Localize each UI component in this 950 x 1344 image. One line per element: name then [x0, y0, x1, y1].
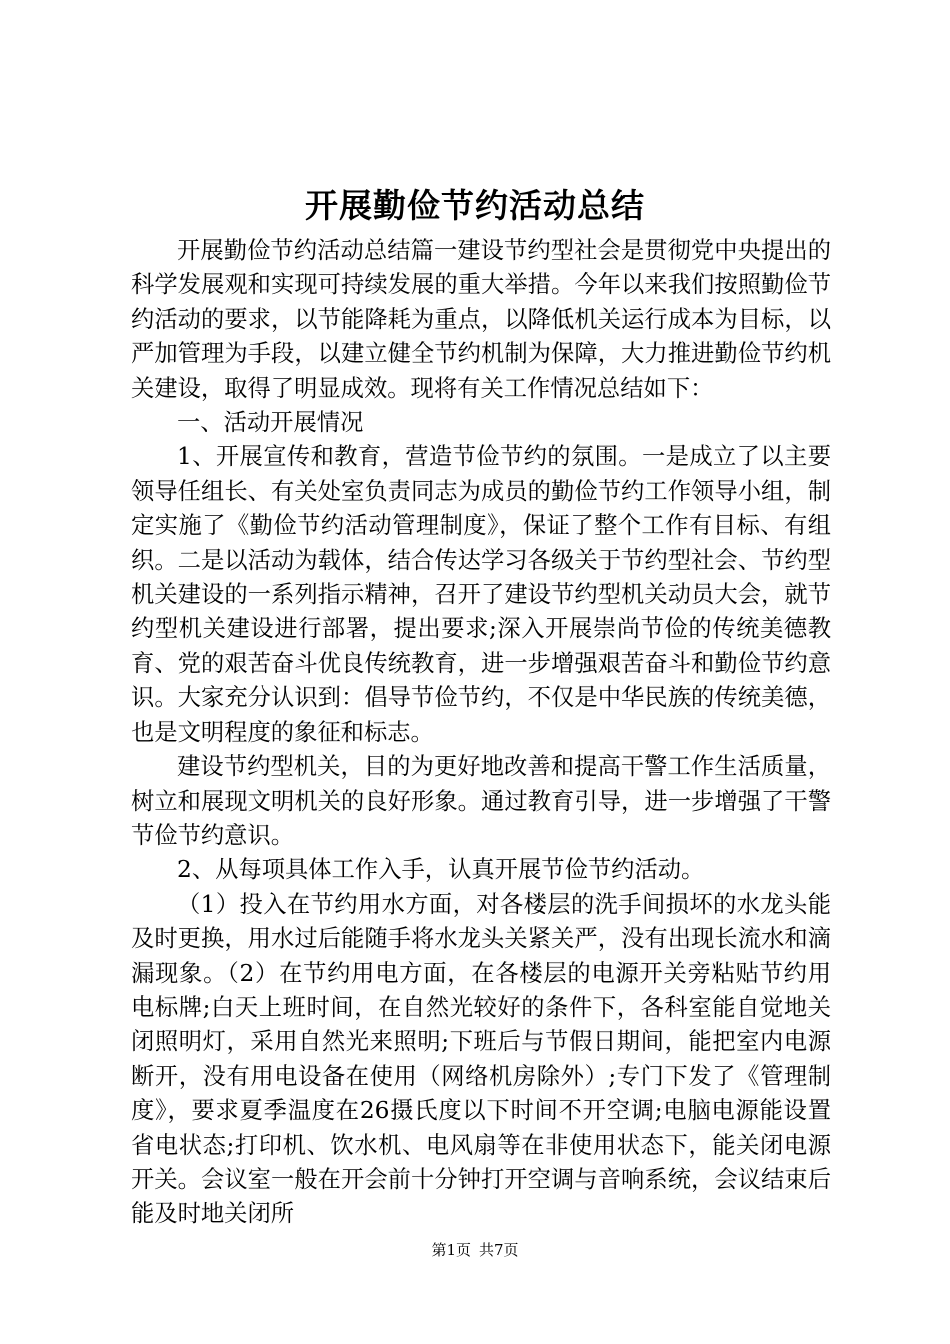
- paragraph-specific-work: 2、从每项具体工作入手，认真开展节俭节约活动。: [177, 856, 705, 884]
- document-body: [131, 234, 831, 1232]
- paragraph-intro: 开展勤俭节约活动总结篇一建设节约型社会是贯彻党中央提出的科学发展观和实现可持续发展的重大举措。今年以来我们按照勤俭节约活动的要求，以节能降耗为重点，以降低机关运行成本为目标，以严加管理为手段，以建立健全节约机制为保障，大力推进勤俭节约机关建设，取得了明显成效。现将有关工作情况总结如下：: [131, 237, 831, 402]
- paragraph-thrifty-organization: 建设节约型机关，目的为更好地改善和提高干警工作生活质量，树立和展现文明机关的良好形象。通过教育引导，进一步增强了干警节俭节约意识。: [131, 753, 831, 849]
- page-number: 第1页: [431, 1241, 471, 1259]
- paragraph-publicity-education: 1、开展宣传和教育，营造节俭节约的氛围。一是成立了以主要领导任组长、有关处室负责同志为成员的勤俭节约工作领导小组，制定实施了《勤俭节约活动管理制度》，保证了整个工作有目标、有组织。二是以活动为载体，结合传达学习各级关于节约型社会、节约型机关建设的一系列指示精神，召开了建设节约型机关动员大会，就节约型机关建设进行部署，提出要求;深入开展崇尚节俭的传统美德教育、党的艰苦奋斗优良传统教育，进一步增强艰苦奋斗和勤俭节约意识。大家充分认识到：倡导节俭节约，不仅是中华民族的传统美德，也是文明程度的象征和标志。: [131, 443, 831, 746]
- page-total: 共7页: [479, 1241, 519, 1259]
- page-footer: [0, 1240, 950, 1260]
- paragraph-water-electricity: （1）投入在节约用水方面，对各楼层的洗手间损坏的水龙头能及时更换，用水过后能随手将水龙头关紧关严，没有出现长流水和滴漏现象。（2）在节约用电方面，在各楼层的电源开关旁粘贴节约用电标牌;白天上班时间，在自然光较好的条件下，各科室能自觉地关闭照明灯，采用自然光来照明;下班后与节假日期间，能把室内电源断开，没有用电设备在使用（网络机房除外）;专门下发了《管理制度》，要求夏季温度在26摄氏度以下时间不开空调;电脑电源能设置省电状态;打印机、饮水机、电风扇等在非使用状态下，能关闭电源开关。会议室一般在开会前十分钟打开空调与音响系统，会议结束后能及时地关闭所: [131, 890, 831, 1228]
- document-title: 开展勤俭节约活动总结: [305, 186, 645, 225]
- section-heading-activities: 一、活动开展情况: [177, 409, 364, 437]
